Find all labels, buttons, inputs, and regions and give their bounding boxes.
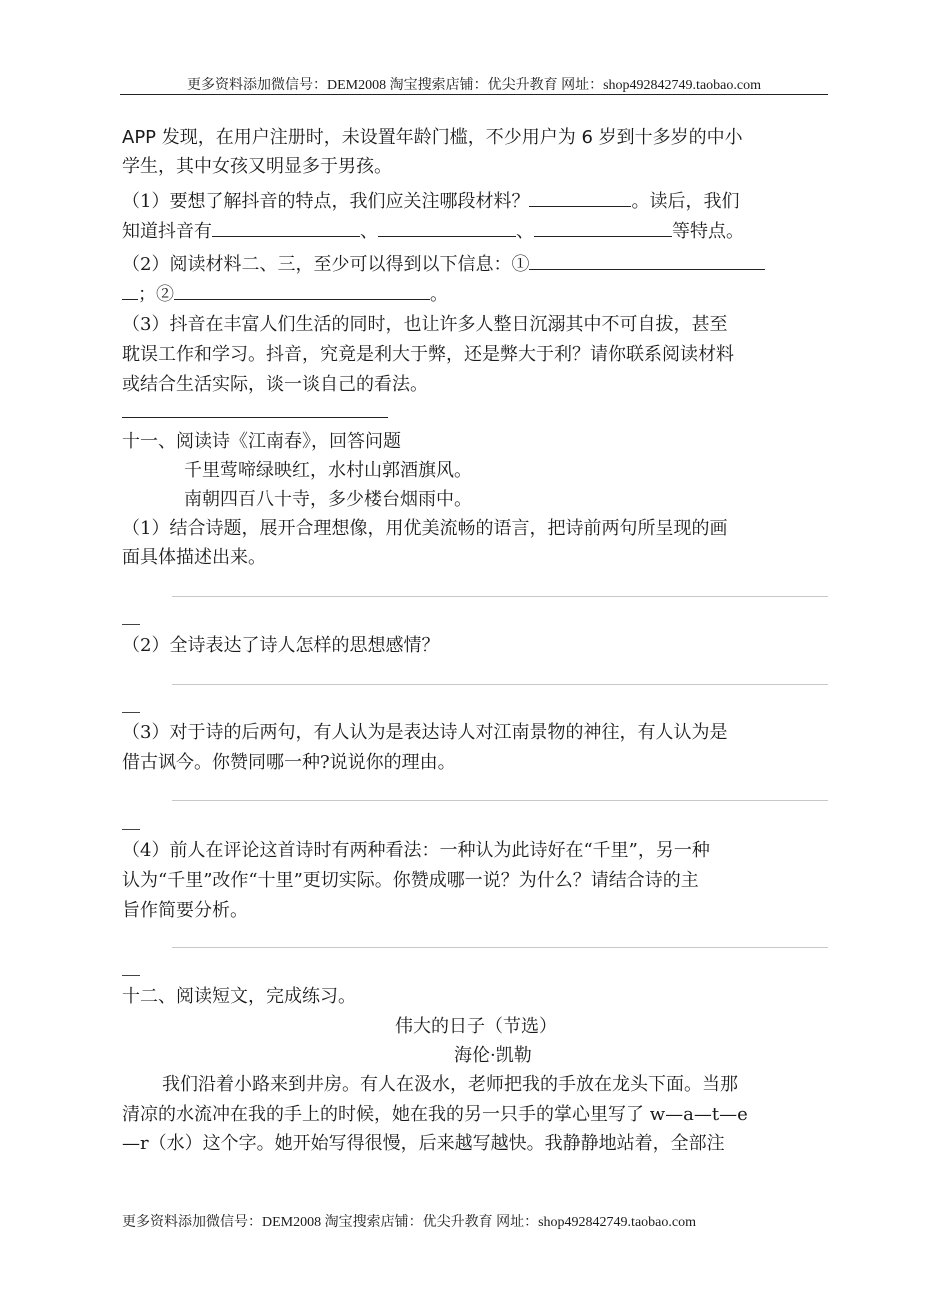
s10-q1-text-b: 。读后，我们 [631,191,740,212]
answer-line-stub [122,829,140,830]
answer-line-stub [122,624,140,625]
s11-question4-line1: （4）前人在评论这首诗时有两种看法：一种认为此诗好在“千里”，另一种 [122,840,710,861]
answer-line[interactable] [172,684,828,685]
s12-title: 十二、阅读短文，完成练习。 [122,986,356,1007]
s11-question4-line2: 认为“千里”改作“十里”更切实际。你赞成哪一说？为什么？请结合诗的主 [122,870,699,891]
s10-question1-line2 [122,218,744,244]
article-para-line1: 我们沿着小路来到井房。有人在汲水，老师把我的手放在龙头下面。当那 [162,1074,738,1095]
answer-blank[interactable] [212,218,360,237]
s10-question2-line1 [122,251,765,277]
page-header: 更多资料添加微信号：DEM2008 淘宝搜索店铺：优尖升教育 网址：shop492842749.taobao.com [187,78,761,93]
article-title: 伟大的日子（节选） [395,1016,557,1037]
s10-q1-text-a: （1）要想了解抖音的特点，我们应关注哪段材料？ [122,191,530,212]
answer-line[interactable] [172,947,828,948]
answer-line[interactable] [172,596,828,597]
s10-question2-line2 [122,281,448,307]
s10-q1-text-c: 知道抖音有 [122,221,212,242]
s11-question3-line2: 借古讽今。你赞同哪一种?说说你的理由。 [122,752,456,773]
poem-line-1: 千里莺啼绿映红，水村山郭酒旗风。 [184,460,472,481]
answer-blank[interactable] [529,251,765,270]
s10-q1-text-d: 等特点。 [672,221,744,242]
poem-line-2: 南朝四百八十寺，多少楼台烟雨中。 [184,489,472,510]
answer-line-stub [122,712,140,713]
article-author: 海伦·凯勒 [454,1045,532,1066]
separator: 、 [360,221,378,242]
separator: 、 [516,221,534,242]
s11-title: 十一、阅读诗《江南春》，回答问题 [122,431,401,452]
page-footer: 更多资料添加微信号：DEM2008 淘宝搜索店铺：优尖升教育 网址：shop492842749.taobao.com [122,1215,696,1230]
s10-para1-line2: 学生，其中女孩又明显多于男孩。 [122,156,392,177]
answer-blank[interactable] [529,188,631,207]
s11-question1-line1: （1）结合诗题，展开合理想像，用优美流畅的语言，把诗前两句所呈现的画 [122,518,728,539]
article-para-line3: —r（水）这个字。她开始写得很慢，后来越写越快。我静静地站着，全部注 [122,1133,725,1154]
s10-q2-text-c: 。 [430,284,448,305]
s11-question4-line3: 旨作简要分析。 [122,900,248,921]
answer-blank[interactable] [174,281,430,300]
s10-question3-line2: 耽误工作和学习。抖音，究竟是利大于弊，还是弊大于利？请你联系阅读材料 [122,344,734,365]
answer-blank[interactable] [534,218,672,237]
answer-line-stub [122,975,140,976]
s11-question1-line2: 面具体描述出来。 [122,547,266,568]
s11-question2-line1: （2）全诗表达了诗人怎样的思想感情？ [122,635,440,656]
s10-q2-text-a: （2）阅读材料二、三，至少可以得到以下信息：① [122,254,530,275]
s10-question1-line1 [122,188,739,214]
answer-blank[interactable] [122,281,138,300]
answer-line[interactable] [122,417,388,418]
article-para-line2: 清凉的水流冲在我的手上的时候，她在我的另一只手的掌心里写了 w—a—t—e [122,1104,748,1125]
s10-question3-line3: 或结合生活实际，谈一谈自己的看法。 [122,374,428,395]
s11-question3-line1: （3）对于诗的后两句，有人认为是表达诗人对江南景物的神往，有人认为是 [122,722,728,743]
s10-q2-text-b: ；② [138,284,174,305]
s10-para1-line1: APP 发现，在用户注册时，未设置年龄门槛，不少用户为 6 岁到十多岁的中小 [122,127,743,148]
answer-line[interactable] [172,800,828,801]
s10-question3-line1: （3）抖音在丰富人们生活的同时，也让许多人整日沉溺其中不可自拔，甚至 [122,314,728,335]
header-rule [120,94,828,95]
answer-blank[interactable] [378,218,516,237]
